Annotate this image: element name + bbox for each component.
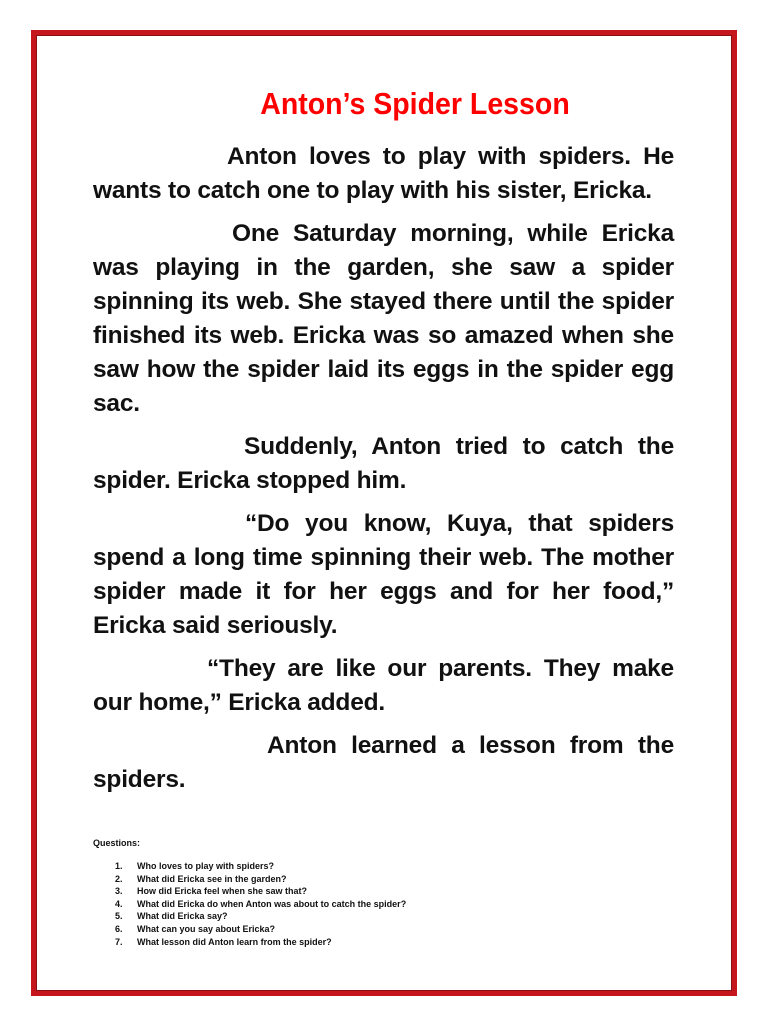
question-text: What did Ericka say? bbox=[137, 911, 228, 922]
question-item bbox=[93, 898, 653, 911]
question-number: 2. bbox=[115, 873, 123, 884]
story-title: Anton’s Spider Lesson bbox=[260, 86, 570, 121]
story-body bbox=[93, 140, 674, 797]
question-text: What did Ericka see in the garden? bbox=[137, 873, 287, 884]
question-item bbox=[93, 860, 653, 873]
question-text: What can you say about Ericka? bbox=[137, 923, 276, 934]
question-item bbox=[93, 936, 653, 949]
questions-list bbox=[93, 860, 653, 948]
question-number: 4. bbox=[115, 898, 123, 909]
story-paragraph-6: Anton learned a lesson from the spiders. bbox=[93, 732, 674, 793]
question-number: 3. bbox=[115, 886, 123, 897]
story-paragraph-3: Suddenly, Anton tried to catch the spider. Ericka stopped him. bbox=[93, 433, 674, 494]
question-number: 1. bbox=[115, 861, 123, 871]
question-text: How did Ericka feel when she saw that? bbox=[137, 886, 308, 897]
story-paragraph-1: Anton loves to play with spiders. He wants to catch one to play with his sister, Ericka. bbox=[93, 143, 674, 204]
question-text: Who loves to play with spiders? bbox=[137, 861, 275, 871]
question-number: 6. bbox=[115, 923, 123, 934]
question-item bbox=[93, 885, 653, 898]
question-text: What lesson did Anton learn from the spider? bbox=[137, 936, 332, 947]
question-number: 5. bbox=[115, 911, 123, 922]
story-paragraph-2: One Saturday morning, while Ericka was playing in the garden, she saw a spider spinning its web. She stayed there until the spider finished its web. Ericka was so amazed when she saw how the spider laid its eggs in the spider egg sac. bbox=[93, 220, 674, 417]
question-text: What did Ericka do when Anton was about to catch the spider? bbox=[137, 898, 407, 909]
story-paragraph-5: “They are like our parents. They make our home,” Ericka added. bbox=[93, 655, 674, 716]
questions-section bbox=[93, 838, 653, 948]
question-item bbox=[93, 873, 653, 886]
question-item bbox=[93, 923, 653, 936]
story-paragraph-4: “Do you know, Kuya, that spiders spend a long time spinning their web. The mother spider made it for her eggs and for her food,” Ericka said seriously. bbox=[93, 510, 674, 639]
question-number: 7. bbox=[115, 936, 123, 947]
questions-heading: Questions: bbox=[93, 838, 141, 848]
question-item bbox=[93, 910, 653, 923]
